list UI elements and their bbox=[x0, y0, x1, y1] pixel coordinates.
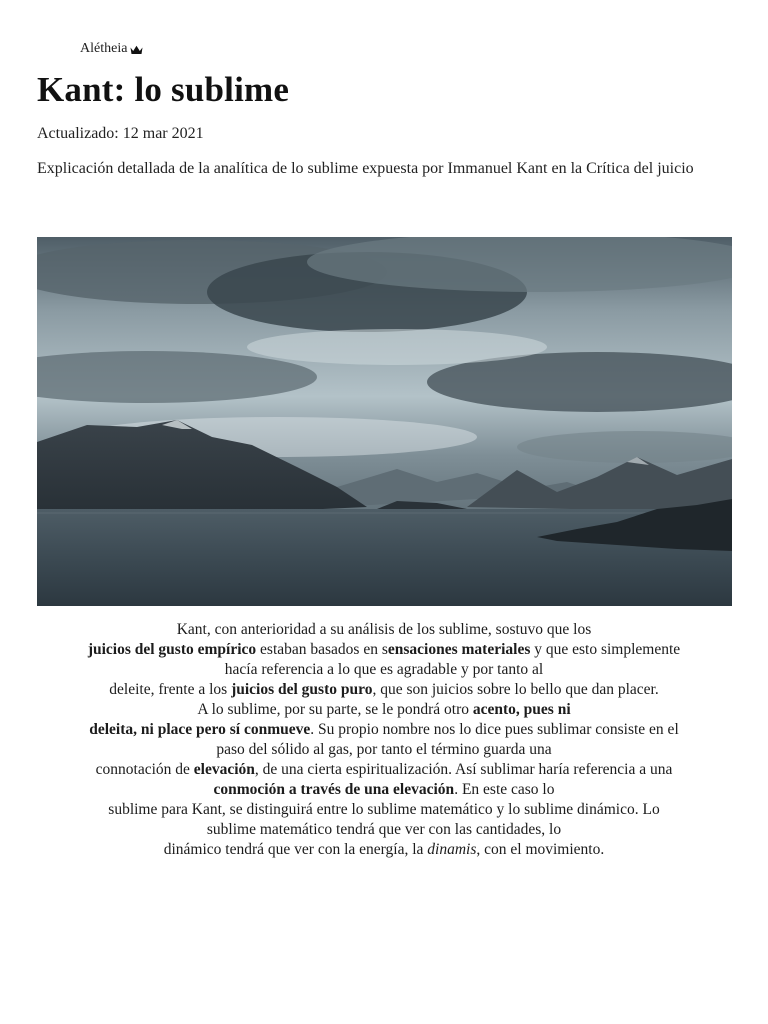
body-line: juicios del gusto empírico estaban basados en sensaciones materiales y que esto simplemente bbox=[87, 641, 681, 658]
body-line: conmoción a través de una elevación. En este caso lo bbox=[213, 781, 555, 798]
body-line: sublime para Kant, se distinguirá entre lo sublime matemático y lo sublime dinámico. Lo bbox=[108, 801, 660, 818]
hero-image bbox=[37, 237, 732, 606]
body-line: paso del sólido al gas, por tanto el término guarda una bbox=[216, 741, 552, 758]
crown-icon bbox=[130, 45, 143, 55]
article-body bbox=[30, 620, 738, 860]
body-line: Kant, con anterioridad a su análisis de los sublime, sostuvo que los bbox=[176, 621, 592, 638]
brand-logo[interactable] bbox=[80, 41, 143, 57]
article-description: Explicación detallada de la analítica de lo sublime expuesta por Immanuel Kant en la Crítica del juicio bbox=[37, 160, 694, 177]
body-line: hacía referencia a lo que es agradable y por tanto al bbox=[224, 661, 544, 678]
body-line: deleita, ni place pero sí conmueve. Su propio nombre nos lo dice pues sublimar consiste en el bbox=[89, 721, 679, 738]
brand-name: Alétheia bbox=[80, 41, 128, 56]
page-title: Kant: lo sublime bbox=[37, 70, 290, 109]
updated-date: Actualizado: 12 mar 2021 bbox=[37, 125, 204, 142]
body-line: sublime matemático tendrá que ver con las cantidades, lo bbox=[206, 821, 562, 838]
body-line: deleite, frente a los juicios del gusto puro, que son juicios sobre lo bello que dan placer. bbox=[109, 681, 659, 698]
body-line: A lo sublime, por su parte, se le pondrá otro acento, pues ni bbox=[197, 701, 571, 718]
body-line: connotación de elevación, de una cierta espiritualización. Así sublimar haría referencia a una bbox=[95, 761, 673, 778]
body-line: dinámico tendrá que ver con la energía, la dinamis, con el movimiento. bbox=[163, 841, 605, 858]
